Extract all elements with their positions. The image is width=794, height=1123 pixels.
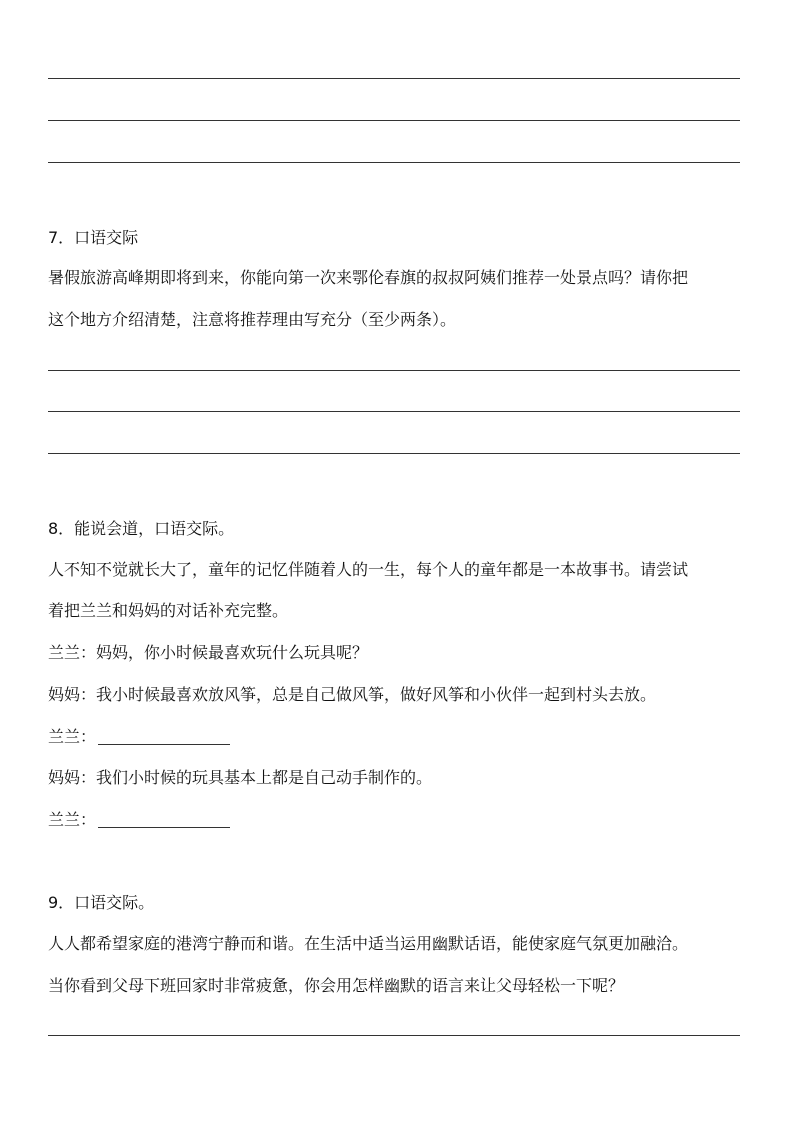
answer-line [48,162,740,163]
answer-line [48,78,740,79]
dialogue-line: 妈妈：我们小时候的玩具基本上都是自己动手制作的。 [48,768,433,787]
q7-text-line: 这个地方介绍清楚，注意将推荐理由写充分（至少两条）。 [48,310,457,329]
q8-title: 8．能说会道，口语交际。 [48,519,235,538]
q9-title: 9．口语交际。 [48,893,155,912]
answer-line [48,1035,740,1036]
q7-text-line: 暑假旅游高峰期即将到来，你能向第一次来鄂伦春旗的叔叔阿姨们推荐一处景点吗？请你把 [48,268,689,287]
q8-text-line: 人不知不觉就长大了，童年的记忆伴随着人的一生，每个人的童年都是一本故事书。请尝试 [48,560,689,579]
dialogue-answer-line [48,727,230,747]
speaker-label: 兰兰： [48,810,97,829]
speaker-label: 兰兰： [48,727,97,746]
answer-line [48,120,740,121]
q8-text-line: 着把兰兰和妈妈的对话补充完整。 [48,601,289,620]
answer-line [48,453,740,454]
q9-text-line: 人人都希望家庭的港湾宁静而和谐。在生活中适当运用幽默话语，能使家庭气氛更加融洽。 [48,934,689,953]
fill-in-blank[interactable] [98,728,230,745]
fill-in-blank[interactable] [98,811,230,828]
answer-line [48,411,740,412]
dialogue-answer-line [48,810,230,830]
dialogue-line: 兰兰：妈妈，你小时候最喜欢玩什么玩具呢？ [48,643,369,662]
q7-title: 7．口语交际 [48,228,139,247]
answer-line [48,370,740,371]
dialogue-line: 妈妈：我小时候最喜欢放风筝，总是自己做风筝，做好风筝和小伙伴一起到村头去放。 [48,685,657,704]
q9-text-line: 当你看到父母下班回家时非常疲惫，你会用怎样幽默的语言来让父母轻松一下呢？ [48,976,625,995]
